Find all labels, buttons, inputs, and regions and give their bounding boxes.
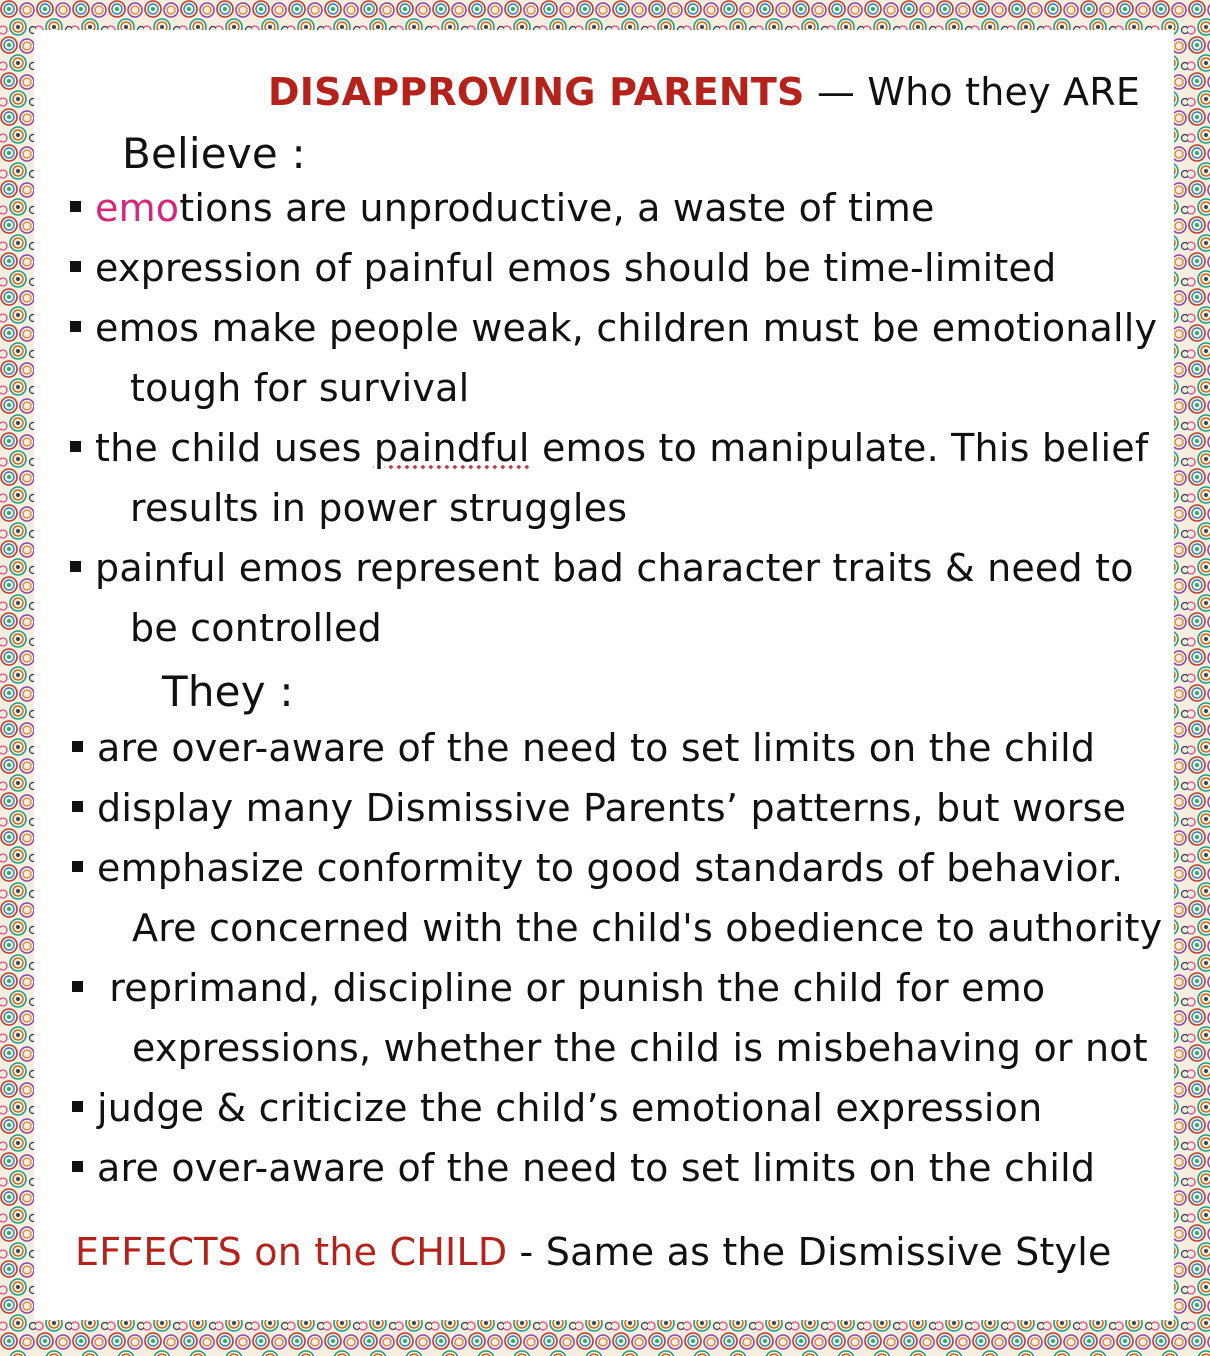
they-item	[72, 1086, 1042, 1130]
list-item-continuation: expressions, whether the child is misbehaving or not	[132, 1026, 1148, 1070]
list-item-text: reprimand, discipline or punish the child for emo	[97, 966, 1046, 1010]
effects-label: EFFECTS on the CHILD	[75, 1230, 508, 1274]
title-highlight: DISAPPROVING PARENTS	[268, 70, 805, 114]
they-item	[72, 1146, 1095, 1190]
believe-item	[70, 546, 1134, 590]
bullet-icon	[70, 201, 81, 212]
list-item-text: display many Dismissive Parents’ patterns, but worse	[97, 786, 1127, 830]
they-item	[72, 966, 1045, 1010]
list-item-text: judge & criticize the child’s emotional expression	[97, 1086, 1043, 1130]
they-heading: They :	[162, 667, 294, 716]
bullet-icon	[72, 801, 83, 812]
bullet-icon	[70, 261, 81, 272]
effects-line	[75, 1230, 1112, 1274]
list-item-text: are over-aware of the need to set limits on the child	[97, 726, 1096, 770]
list-item-continuation: be controlled	[130, 606, 382, 650]
highlight-text: emo	[95, 186, 180, 230]
believe-heading: Believe :	[122, 129, 306, 178]
page-title	[268, 70, 1140, 114]
effects-text: - Same as the Dismissive Style	[507, 1230, 1112, 1274]
list-item-text: expression of painful emos should be time-limited	[95, 246, 1057, 290]
list-item-continuation: Are concerned with the child's obedience to authority	[132, 906, 1163, 950]
believe-item	[70, 426, 1148, 470]
list-item-text: emos make people weak, children must be emotionally	[95, 306, 1158, 350]
believe-item	[70, 246, 1056, 290]
list-item-text: emos to manipulate. This belief	[529, 426, 1149, 470]
bullet-icon	[72, 741, 83, 752]
they-item	[72, 726, 1095, 770]
believe-item	[70, 186, 935, 230]
bullet-icon	[72, 981, 83, 992]
list-item-text: the child uses	[95, 426, 374, 470]
they-item	[72, 786, 1126, 830]
list-item-text: emphasize conformity to good standards of behavior.	[97, 846, 1124, 890]
they-item	[72, 846, 1123, 890]
list-item-continuation: tough for survival	[130, 366, 470, 410]
bullet-icon	[70, 561, 81, 572]
title-subtitle: — Who they ARE	[804, 70, 1141, 114]
list-item-text: painful emos represent bad character traits & need to	[95, 546, 1134, 590]
bullet-icon	[70, 441, 81, 452]
list-item-text: tions are unproductive, a waste of time	[179, 186, 935, 230]
bullet-icon	[72, 1161, 83, 1172]
bullet-icon	[72, 1101, 83, 1112]
bullet-icon	[70, 321, 81, 332]
list-item-text: are over-aware of the need to set limits on the child	[97, 1146, 1096, 1190]
bullet-icon	[72, 861, 83, 872]
list-item-continuation: results in power struggles	[130, 486, 628, 530]
believe-item	[70, 306, 1157, 350]
misspelled-word: paindful	[373, 426, 530, 470]
